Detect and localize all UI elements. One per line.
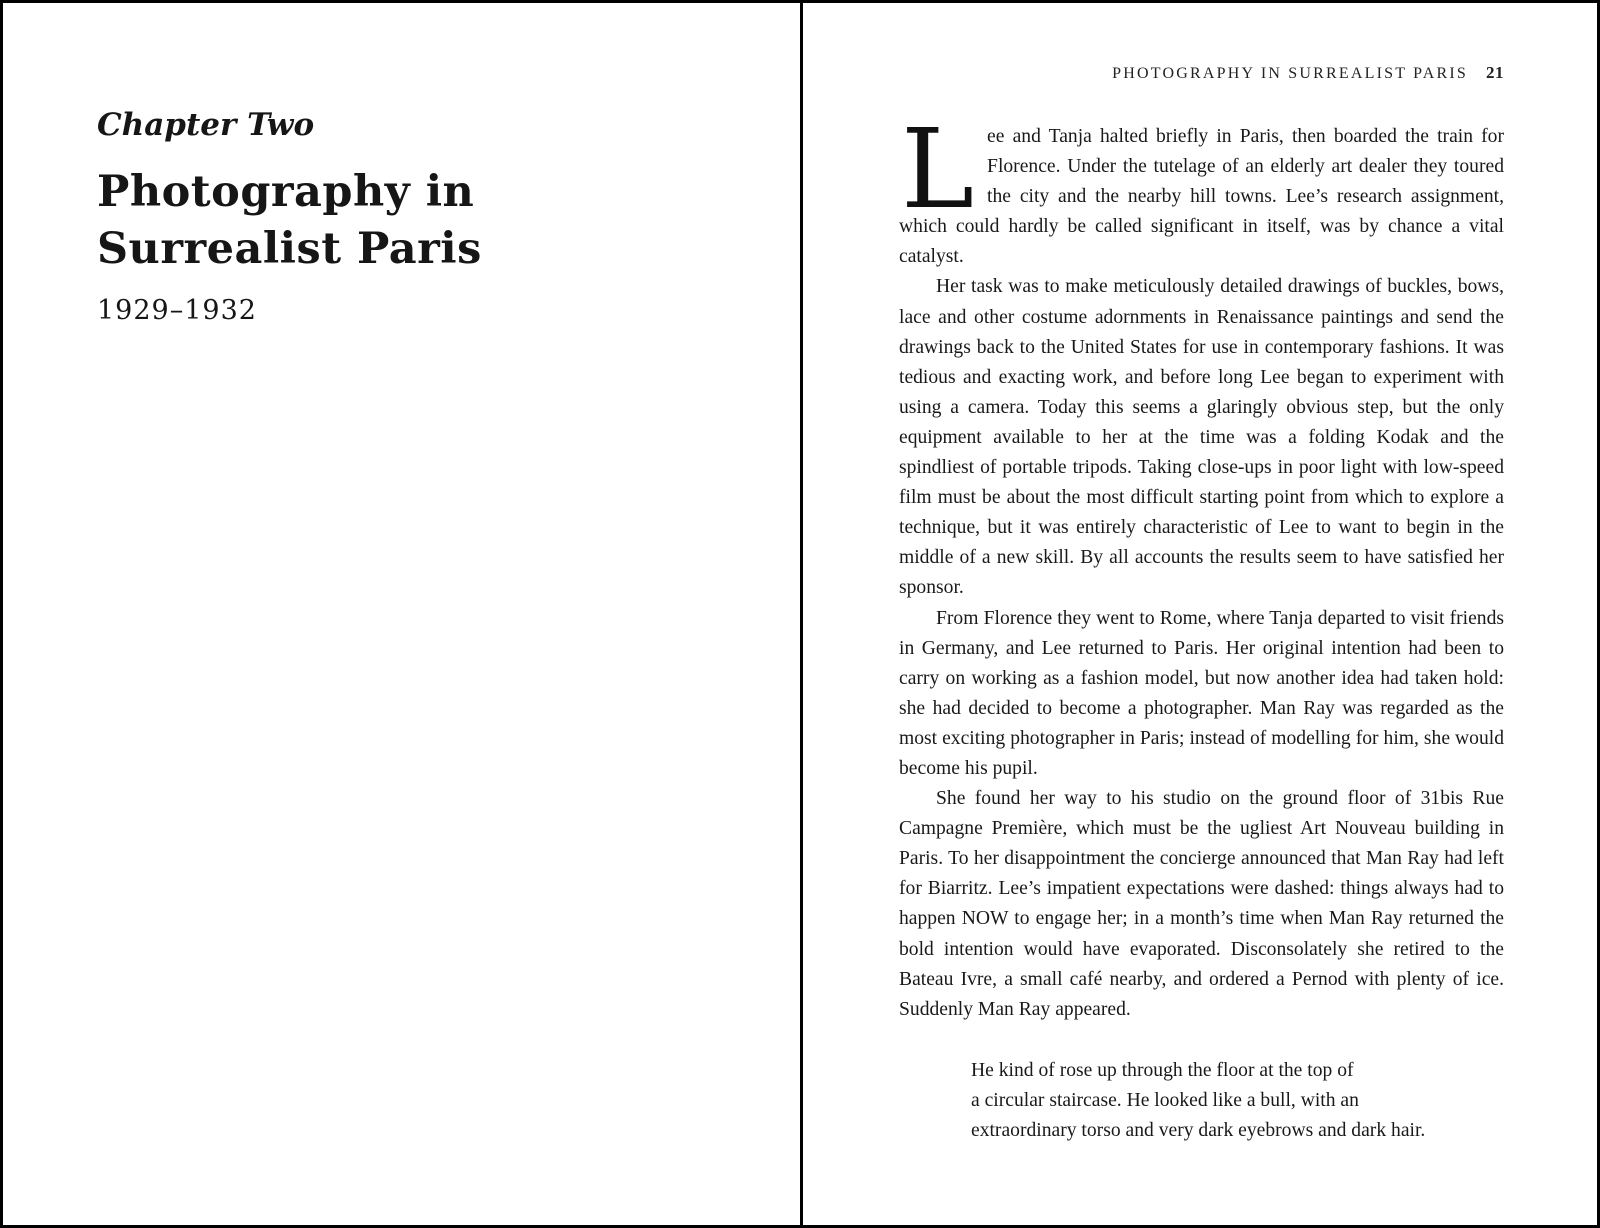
paragraph-3: From Florence they went to Rome, where Tanja departed to visit friends in Germany, and Lee returned to Paris. Her original intention had been to carry on working as a fashion model, but now another idea had taken hold: she had decided to become a photographer. Man Ray was regarded as the most exciting photographer in Paris; instead of modelling for him, she would become his pupil. (899, 607, 1504, 779)
left-page (3, 3, 800, 1225)
chapter-label: Chapter Two (97, 107, 315, 143)
running-header (899, 63, 1504, 83)
chapter-date-range: 1929–1932 (97, 295, 257, 326)
right-page (803, 3, 1600, 1225)
quote-line-1: He kind of rose up through the floor at the top of (971, 1059, 1354, 1081)
chapter-title-line-2: Surrealist Paris (97, 224, 482, 274)
paragraph-2: Her task was to make meticulously detailed drawings of buckles, bows, lace and other costume adornments in Renaissance paintings and send the drawings back to the United States for use in contemporary fashions. It was tedious and exacting work, and before long Lee began to experiment with using a camera. Today this seems a glaringly obvious step, but the only equipment available to her at the time was a folding Kodak and the spindliest of portable tripods. Taking close-ups in poor light with low-speed film must be about the most difficult starting point from which to explore a technique, but it was entirely characteristic of Lee to want to begin in the middle of a new skill. By all accounts the results seem to have satisfied her sponsor. (899, 276, 1504, 599)
page-number: 21 (1486, 63, 1504, 82)
body-text (899, 105, 1504, 1146)
chapter-title (97, 164, 740, 278)
quote-line-3: extraordinary torso and very dark eyebrows and dark hair. (971, 1120, 1426, 1141)
paragraph-4: She found her way to his studio on the ground floor of 31bis Rue Campagne Première, which must be the ugliest Art Nouveau building in Paris. To her disappointment the concierge announced that Man Ray had left for Biarritz. Lee’s impatient expectations were dashed: things always had to happen NOW to engage her; in a month’s time when Man Ray returned the bold intention would have evaporated. Disconsolately she retired to the Bateau Ivre, a small café nearby, and ordered a Pernod with plenty of ice. Suddenly Man Ray appeared. (899, 788, 1504, 1020)
quote-line-2: a circular staircase. He looked like a bull, with an (971, 1089, 1359, 1111)
running-header-title: PHOTOGRAPHY IN SURREALIST PARIS (1112, 65, 1468, 82)
drop-cap: L (901, 105, 975, 233)
paragraph-1-text: ee and Tanja halted briefly in Paris, then boarded the train for Florence. Under the tutelage of an elderly art dealer they toured the city and the nearby hill towns. Lee’s research assignment, which could hardly be called significant in itself, was by chance a vital catalyst. (899, 126, 1504, 268)
chapter-title-line-1: Photography in (97, 167, 475, 217)
paragraph-1 (899, 105, 1504, 272)
block-quote (971, 1056, 1504, 1146)
